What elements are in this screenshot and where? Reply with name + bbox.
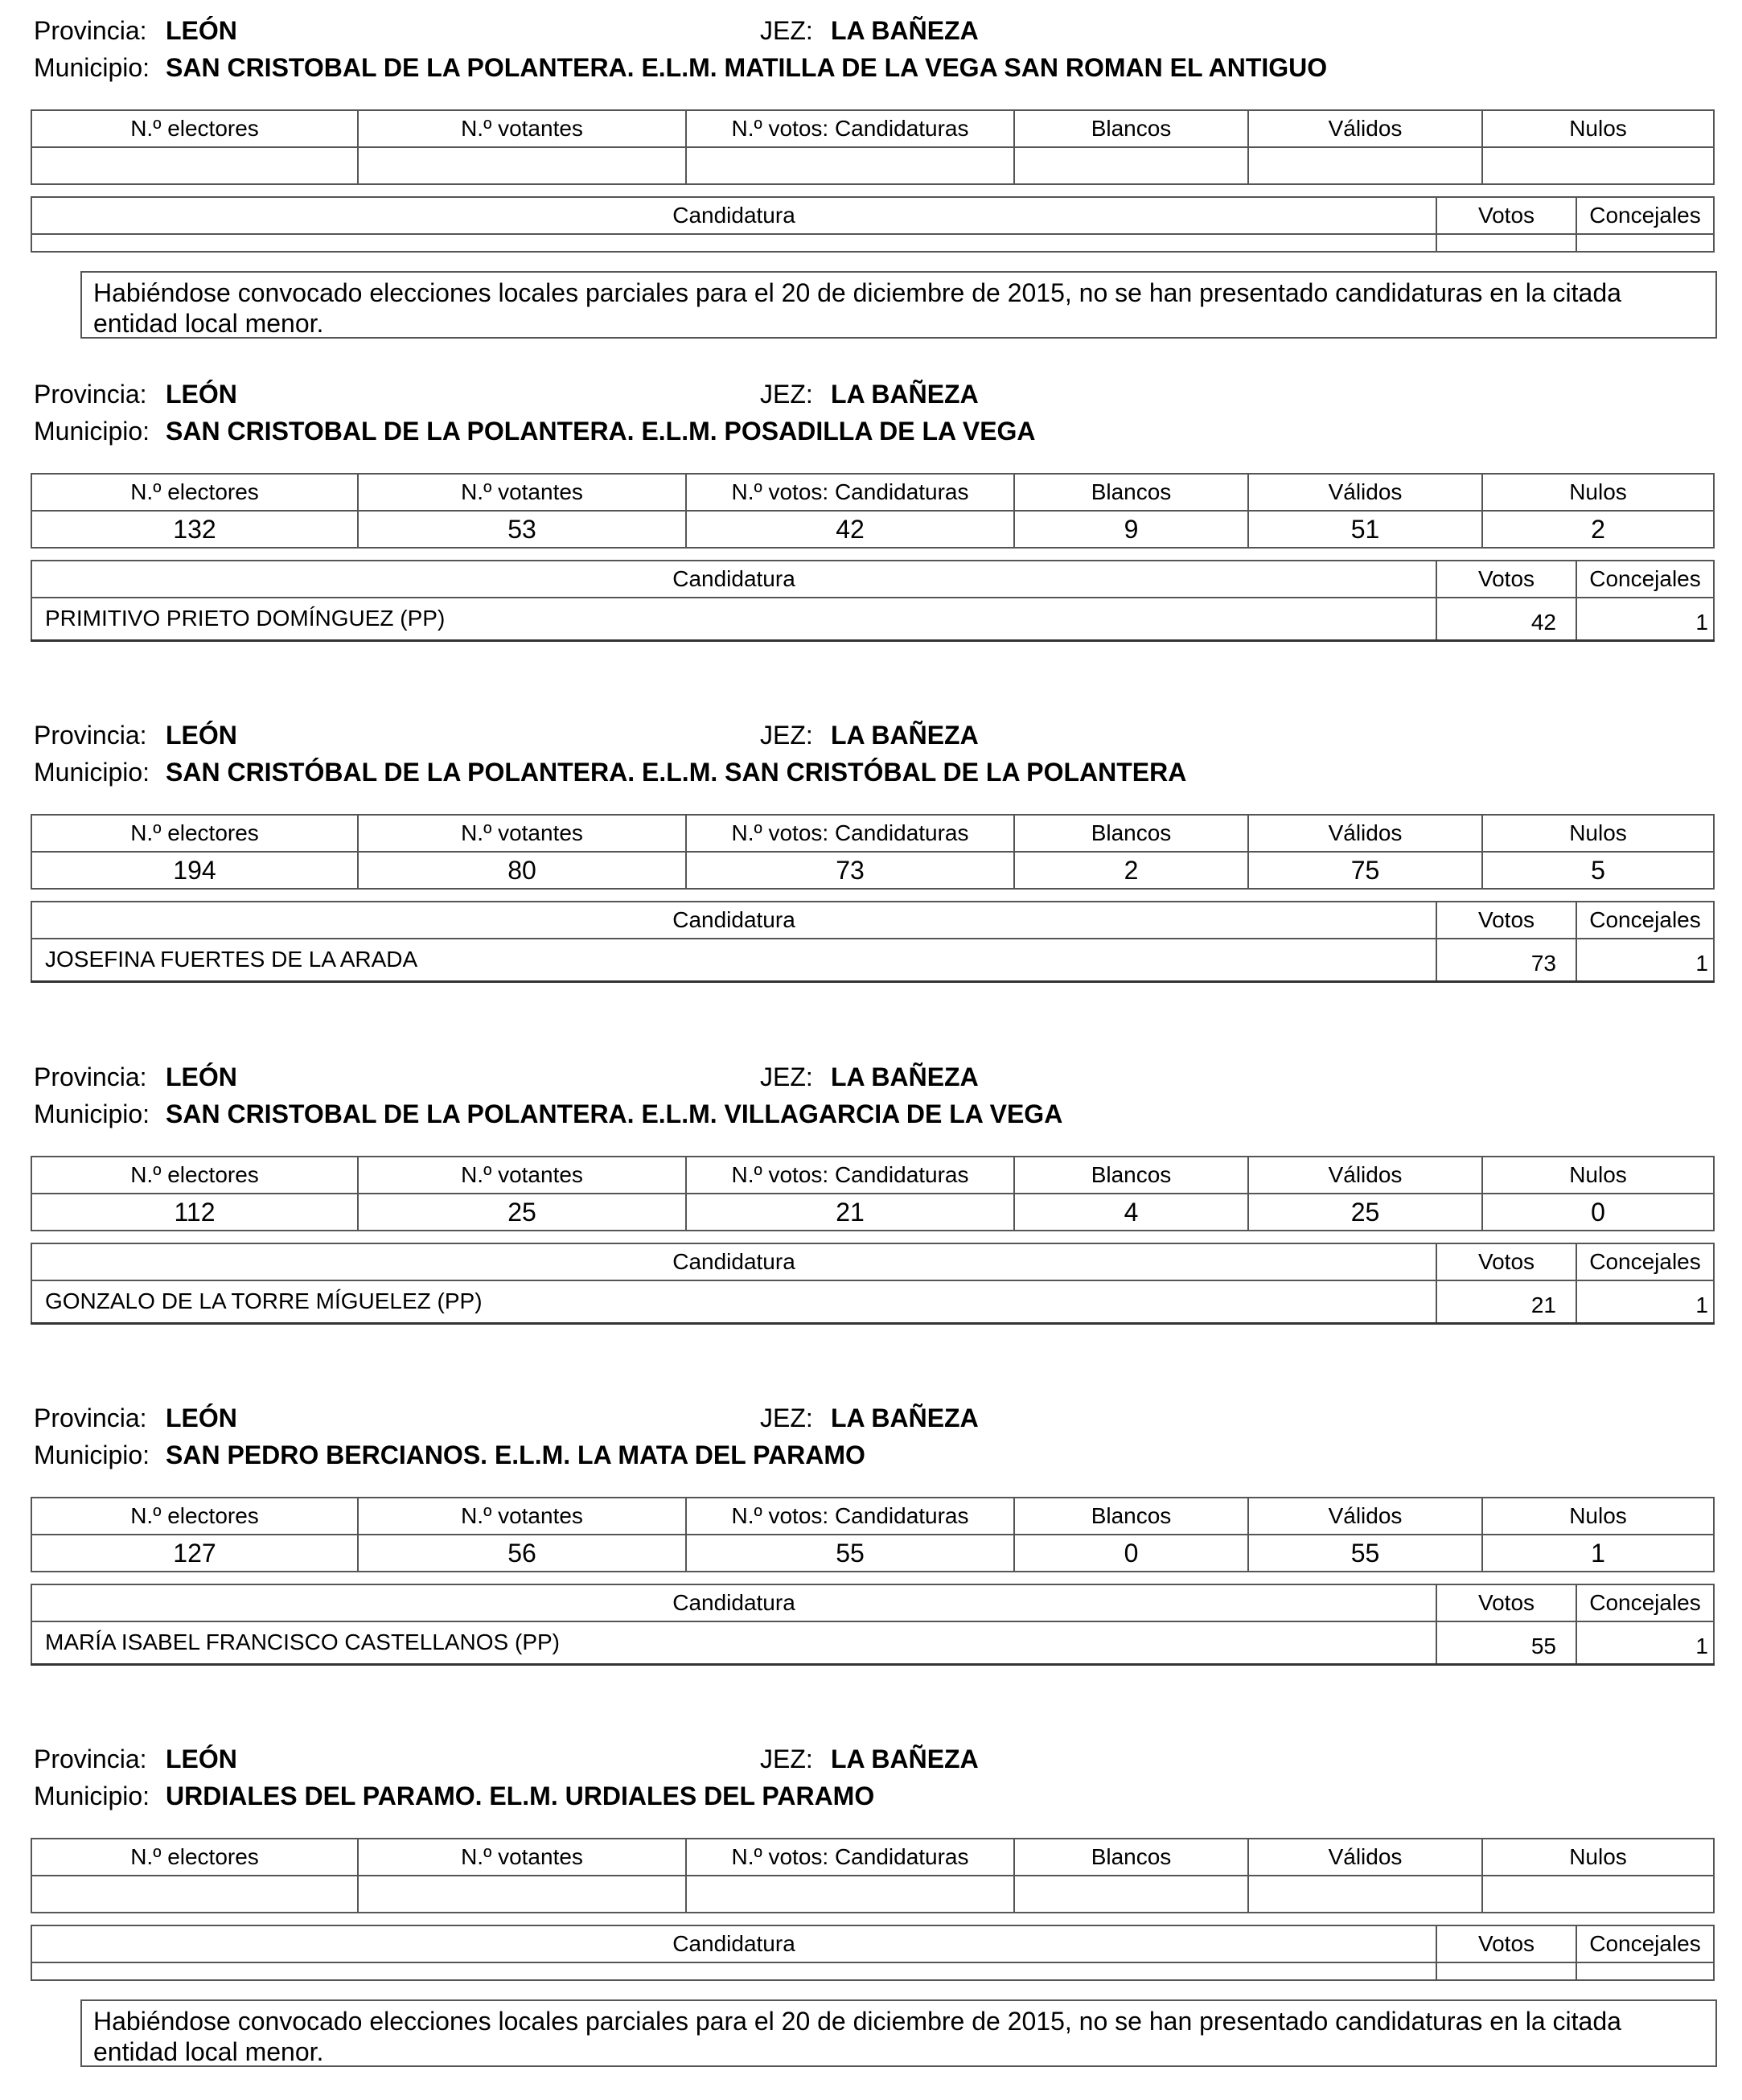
stats-table	[31, 814, 1715, 890]
candidates-header-cell: Candidatura	[31, 561, 1436, 598]
no-candidates-notice: Habiéndose convocado elecciones locales parciales para el 20 de diciembre de 2015, no se han presentado candidaturas en la citada entidad local menor.	[80, 1999, 1717, 2067]
stats-header-row	[31, 1498, 1714, 1535]
jez-value: LA BAÑEZA	[831, 1745, 979, 1773]
stats-header-cell: N.º votantes	[358, 1839, 686, 1876]
candidate-votos: 73	[1436, 939, 1576, 981]
provincia-label: Provincia:	[34, 16, 147, 45]
stats-header-cell: N.º votos: Candidaturas	[686, 1498, 1014, 1535]
stats-table	[31, 473, 1715, 549]
candidates-header-cell: Votos	[1436, 1584, 1576, 1621]
stats-value-cell	[31, 1876, 358, 1913]
candidates-header-cell: Concejales	[1576, 197, 1714, 234]
stats-value-cell: 56	[358, 1535, 686, 1572]
stats-header-cell: Nulos	[1482, 110, 1714, 147]
election-section	[0, 1740, 1742, 2094]
candidates-table	[31, 1243, 1715, 1325]
jez-value: LA BAÑEZA	[831, 1403, 979, 1432]
candidates-header-cell: Candidatura	[31, 1925, 1436, 1962]
candidates-header-cell: Votos	[1436, 1925, 1576, 1962]
municipio-value: SAN CRISTÓBAL DE LA POLANTERA. E.L.M. SAN CRISTÓBAL DE LA POLANTERA	[166, 758, 1187, 787]
candidate-empty-row	[31, 1962, 1714, 1980]
candidates-header-cell: Concejales	[1576, 1584, 1714, 1621]
candidates-table	[31, 1584, 1715, 1666]
provincia-value: LEÓN	[166, 16, 237, 45]
provincia-value: LEÓN	[166, 1745, 237, 1773]
stats-header-cell: N.º votos: Candidaturas	[686, 474, 1014, 511]
stats-value-cell: 1	[1482, 1535, 1714, 1572]
candidates-header-cell: Candidatura	[31, 197, 1436, 234]
candidates-header-cell: Votos	[1436, 197, 1576, 234]
municipio-value: SAN CRISTOBAL DE LA POLANTERA. E.L.M. POSADILLA DE LA VEGA	[166, 417, 1036, 446]
candidate-empty-cell	[1576, 234, 1714, 252]
jez-value: LA BAÑEZA	[831, 380, 979, 409]
stats-table	[31, 1156, 1715, 1231]
stats-header-row	[31, 815, 1714, 852]
candidate-empty-cell	[1436, 234, 1576, 252]
stats-value-cell: 75	[1248, 852, 1482, 889]
candidates-header-cell: Votos	[1436, 561, 1576, 598]
stats-value-cell: 73	[686, 852, 1014, 889]
candidates-header-cell: Candidatura	[31, 1584, 1436, 1621]
stats-value-cell: 80	[358, 852, 686, 889]
stats-header-cell: N.º votantes	[358, 110, 686, 147]
candidates-header-row	[31, 561, 1714, 598]
candidates-header-row	[31, 197, 1714, 234]
municipio-label: Municipio:	[34, 758, 150, 787]
candidates-header-cell: Concejales	[1576, 561, 1714, 598]
provincia-value: LEÓN	[166, 721, 237, 750]
stats-value-row	[31, 1535, 1714, 1572]
municipio-value: SAN CRISTOBAL DE LA POLANTERA. E.L.M. MATILLA DE LA VEGA SAN ROMAN EL ANTIGUO	[166, 53, 1328, 82]
stats-header-cell: Blancos	[1014, 1498, 1248, 1535]
no-candidates-notice: Habiéndose convocado elecciones locales parciales para el 20 de diciembre de 2015, no se han presentado candidaturas en la citada entidad local menor.	[80, 271, 1717, 339]
candidate-empty-row	[31, 234, 1714, 252]
stats-header-cell: Nulos	[1482, 1498, 1714, 1535]
candidate-empty-cell	[31, 234, 1436, 252]
provincia-label: Provincia:	[34, 380, 147, 409]
election-section	[0, 716, 1742, 1070]
stats-value-cell: 112	[31, 1194, 358, 1231]
stats-value-cell: 9	[1014, 511, 1248, 548]
candidates-table	[31, 901, 1715, 983]
municipio-value: URDIALES DEL PARAMO. EL.M. URDIALES DEL PARAMO	[166, 1782, 875, 1810]
stats-header-row	[31, 110, 1714, 147]
municipio-label: Municipio:	[34, 1440, 150, 1469]
stats-value-row	[31, 1876, 1714, 1913]
stats-header-row	[31, 1839, 1714, 1876]
jez-value: LA BAÑEZA	[831, 721, 979, 750]
candidate-row	[31, 1621, 1714, 1664]
provincia-value: LEÓN	[166, 1403, 237, 1432]
stats-header-cell: N.º electores	[31, 110, 358, 147]
stats-header-cell: Válidos	[1248, 815, 1482, 852]
stats-value-cell: 127	[31, 1535, 358, 1572]
stats-value-cell	[1248, 147, 1482, 184]
candidate-empty-cell	[1436, 1962, 1576, 1980]
stats-header-cell: N.º electores	[31, 1157, 358, 1194]
jez-label: JEZ:	[760, 721, 813, 750]
stats-header-cell: N.º electores	[31, 474, 358, 511]
stats-table	[31, 109, 1715, 185]
provincia-label: Provincia:	[34, 1403, 147, 1432]
stats-value-cell: 0	[1482, 1194, 1714, 1231]
candidates-header-cell: Concejales	[1576, 1243, 1714, 1280]
stats-value-cell: 2	[1014, 852, 1248, 889]
candidates-header-cell: Candidatura	[31, 1243, 1436, 1280]
stats-value-row	[31, 511, 1714, 548]
election-section	[0, 375, 1742, 729]
stats-header-cell: N.º votos: Candidaturas	[686, 815, 1014, 852]
stats-header-cell: N.º electores	[31, 1839, 358, 1876]
stats-header-cell: N.º votos: Candidaturas	[686, 1839, 1014, 1876]
stats-value-cell	[1014, 1876, 1248, 1913]
stats-header-cell: Nulos	[1482, 1157, 1714, 1194]
municipio-label: Municipio:	[34, 1782, 150, 1810]
stats-header-cell: Nulos	[1482, 815, 1714, 852]
stats-value-cell: 132	[31, 511, 358, 548]
stats-header-cell: Válidos	[1248, 1498, 1482, 1535]
stats-value-cell: 4	[1014, 1194, 1248, 1231]
candidates-header-cell: Candidatura	[31, 902, 1436, 939]
candidates-table	[31, 196, 1715, 253]
municipio-label: Municipio:	[34, 53, 150, 82]
provincia-value: LEÓN	[166, 380, 237, 409]
provincia-label: Provincia:	[34, 1745, 147, 1773]
jez-label: JEZ:	[760, 380, 813, 409]
stats-value-cell: 25	[358, 1194, 686, 1231]
provincia-value: LEÓN	[166, 1062, 237, 1091]
candidates-header-row	[31, 1584, 1714, 1621]
stats-value-cell: 55	[686, 1535, 1014, 1572]
election-section	[0, 1058, 1742, 1412]
candidate-concejales: 1	[1576, 1280, 1714, 1323]
municipio-label: Municipio:	[34, 1099, 150, 1128]
stats-value-row	[31, 852, 1714, 889]
candidate-votos: 21	[1436, 1280, 1576, 1323]
candidates-header-cell: Concejales	[1576, 902, 1714, 939]
stats-header-cell: N.º votantes	[358, 1498, 686, 1535]
stats-header-cell: Nulos	[1482, 474, 1714, 511]
stats-value-cell	[1248, 1876, 1482, 1913]
candidate-concejales: 1	[1576, 598, 1714, 640]
stats-value-row	[31, 1194, 1714, 1231]
stats-value-cell: 21	[686, 1194, 1014, 1231]
stats-header-cell: N.º votantes	[358, 815, 686, 852]
stats-value-cell: 42	[686, 511, 1014, 548]
stats-value-cell	[1482, 1876, 1714, 1913]
stats-header-cell: Blancos	[1014, 110, 1248, 147]
stats-value-cell	[686, 1876, 1014, 1913]
candidates-header-row	[31, 902, 1714, 939]
stats-value-cell: 194	[31, 852, 358, 889]
stats-header-cell: Blancos	[1014, 1839, 1248, 1876]
jez-label: JEZ:	[760, 1745, 813, 1773]
candidates-table	[31, 560, 1715, 642]
stats-value-row	[31, 147, 1714, 184]
candidate-votos: 55	[1436, 1621, 1576, 1664]
stats-header-row	[31, 1157, 1714, 1194]
stats-header-row	[31, 474, 1714, 511]
election-section	[0, 1399, 1742, 1753]
stats-header-cell: N.º votos: Candidaturas	[686, 110, 1014, 147]
candidates-table	[31, 1925, 1715, 1981]
stats-value-cell	[31, 147, 358, 184]
jez-label: JEZ:	[760, 16, 813, 45]
stats-header-cell: Nulos	[1482, 1839, 1714, 1876]
provincia-label: Provincia:	[34, 721, 147, 750]
candidate-concejales: 1	[1576, 939, 1714, 981]
stats-value-cell: 51	[1248, 511, 1482, 548]
stats-value-cell	[358, 147, 686, 184]
stats-table	[31, 1838, 1715, 1913]
stats-header-cell: Válidos	[1248, 474, 1482, 511]
candidates-header-cell: Votos	[1436, 1243, 1576, 1280]
stats-value-cell: 0	[1014, 1535, 1248, 1572]
candidate-name: PRIMITIVO PRIETO DOMÍNGUEZ (PP)	[31, 598, 1436, 640]
stats-table	[31, 1497, 1715, 1572]
stats-header-cell: Blancos	[1014, 1157, 1248, 1194]
candidate-votos: 42	[1436, 598, 1576, 640]
candidates-header-cell: Votos	[1436, 902, 1576, 939]
stats-value-cell: 25	[1248, 1194, 1482, 1231]
candidates-header-row	[31, 1243, 1714, 1280]
election-section	[0, 11, 1742, 365]
jez-label: JEZ:	[760, 1062, 813, 1091]
stats-header-cell: N.º votantes	[358, 1157, 686, 1194]
stats-value-cell	[1482, 147, 1714, 184]
stats-value-cell	[358, 1876, 686, 1913]
candidate-name: JOSEFINA FUERTES DE LA ARADA	[31, 939, 1436, 981]
stats-header-cell: N.º votantes	[358, 474, 686, 511]
stats-header-cell: N.º electores	[31, 1498, 358, 1535]
provincia-label: Provincia:	[34, 1062, 147, 1091]
jez-label: JEZ:	[760, 1403, 813, 1432]
stats-header-cell: N.º electores	[31, 815, 358, 852]
stats-value-cell: 53	[358, 511, 686, 548]
candidate-row	[31, 939, 1714, 981]
jez-value: LA BAÑEZA	[831, 16, 979, 45]
candidate-empty-cell	[1576, 1962, 1714, 1980]
jez-value: LA BAÑEZA	[831, 1062, 979, 1091]
stats-header-cell: N.º votos: Candidaturas	[686, 1157, 1014, 1194]
candidates-header-cell: Concejales	[1576, 1925, 1714, 1962]
stats-value-cell: 5	[1482, 852, 1714, 889]
candidate-empty-cell	[31, 1962, 1436, 1980]
candidate-name: GONZALO DE LA TORRE MÍGUELEZ (PP)	[31, 1280, 1436, 1323]
candidate-name: MARÍA ISABEL FRANCISCO CASTELLANOS (PP)	[31, 1621, 1436, 1664]
stats-header-cell: Válidos	[1248, 1157, 1482, 1194]
municipio-value: SAN CRISTOBAL DE LA POLANTERA. E.L.M. VILLAGARCIA DE LA VEGA	[166, 1099, 1063, 1128]
candidates-header-row	[31, 1925, 1714, 1962]
stats-header-cell: Válidos	[1248, 1839, 1482, 1876]
candidate-concejales: 1	[1576, 1621, 1714, 1664]
stats-header-cell: Blancos	[1014, 474, 1248, 511]
stats-value-cell: 55	[1248, 1535, 1482, 1572]
stats-value-cell	[686, 147, 1014, 184]
stats-header-cell: Blancos	[1014, 815, 1248, 852]
stats-header-cell: Válidos	[1248, 110, 1482, 147]
stats-value-cell	[1014, 147, 1248, 184]
municipio-label: Municipio:	[34, 417, 150, 446]
candidate-row	[31, 598, 1714, 640]
municipio-value: SAN PEDRO BERCIANOS. E.L.M. LA MATA DEL PARAMO	[166, 1440, 865, 1469]
candidate-row	[31, 1280, 1714, 1323]
stats-value-cell: 2	[1482, 511, 1714, 548]
